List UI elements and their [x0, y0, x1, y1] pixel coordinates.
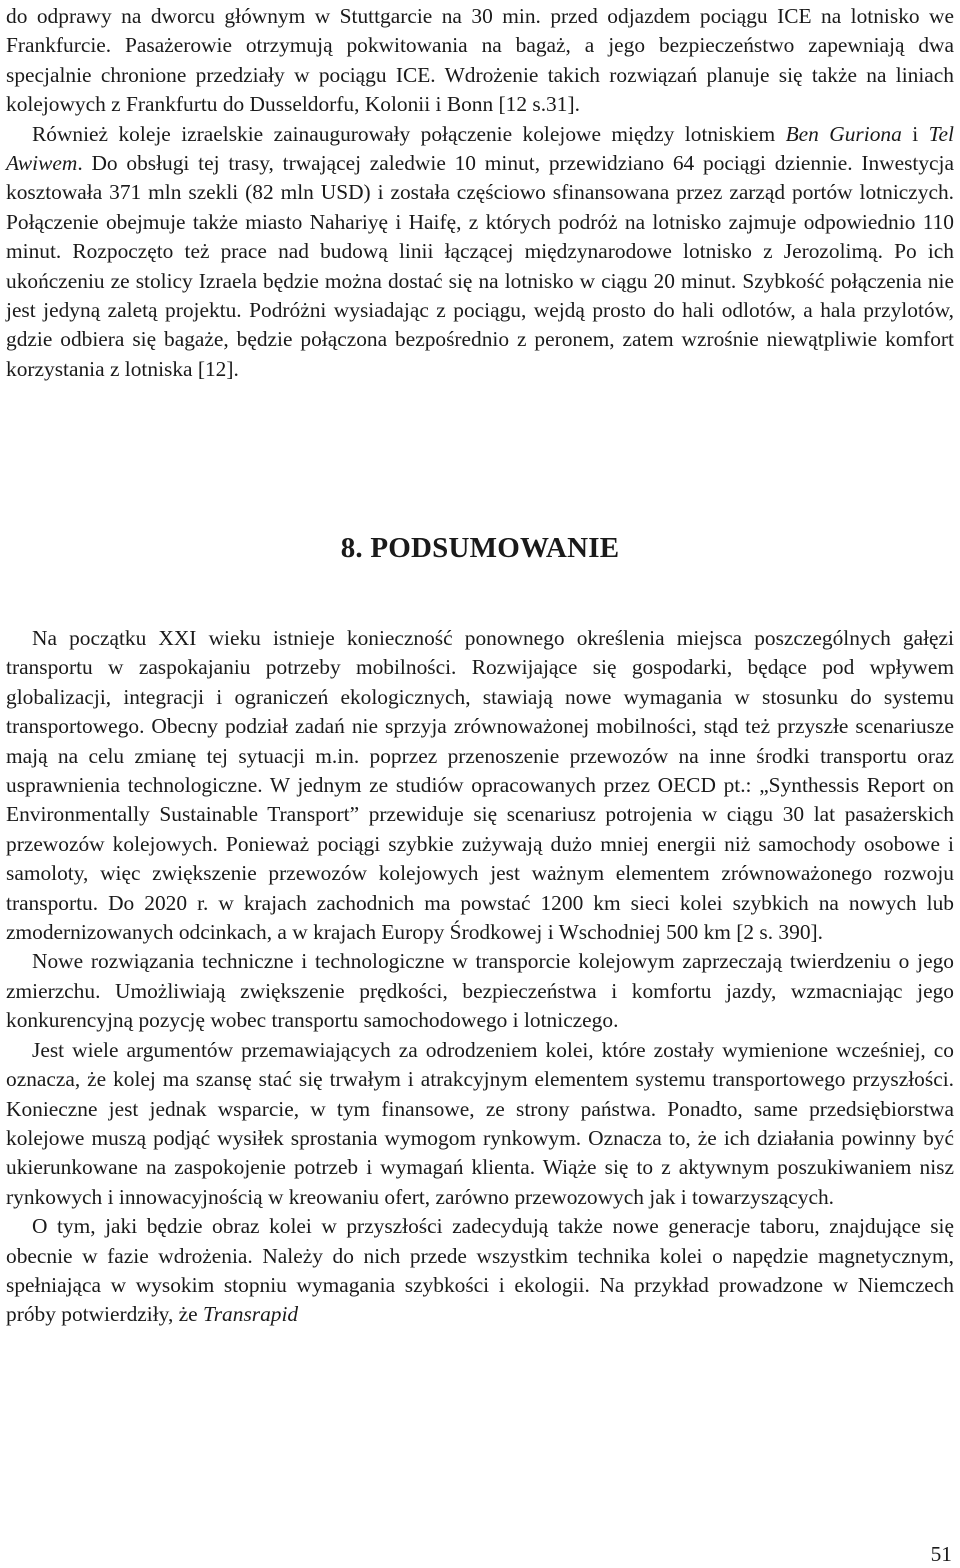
text-segment-italic: Tel Awiwem: [6, 121, 954, 176]
text-segment-italic: Ben Guriona: [785, 121, 902, 146]
text-segment: O tym, jaki będzie obraz kolei w przyszłości zadecydują także nowe generacje taboru, znajdujące się obecnie w fazie wdrożenia. Należy do nich przede wszystkim technika kolei o napędzie magnetycznym, spełniająca w wysokim stopniu wymagania szybkości i ekologii. Na przykład prowadzone w Niemczech próby potwierdziły, że: [6, 1214, 954, 1327]
section-summary: [6, 624, 954, 1330]
page-number: 51: [930, 1542, 952, 1566]
paragraph-summary-1: [6, 624, 954, 947]
paragraph-summary-4: [6, 1212, 954, 1330]
section-heading: 8. PODSUMOWANIE: [340, 532, 620, 564]
paragraph-israel-rail: [6, 120, 954, 385]
text-segment: i: [901, 121, 929, 146]
paragraph-continued-stuttgart: [6, 2, 954, 120]
text-segment: Na początku XXI wieku istnieje konieczność ponownego określenia miejsca poszczególnych gałęzi transportu w zaspokajaniu potrzeby mobilności. Rozwijające się gospodarki, będące pod wpływem globalizacji, integracji i ograniczeń ekologicznych, stawiają nowe wymagania w stosunku do systemu transportowego. Obecny podział zadań nie sprzyja zrównoważonej mobilności, stąd też przyszłe scenariusze mają na celu zmianę tej sytuacji m.in. poprzez przenoszenie przewozów na inne środki transportu oraz usprawnienia technologiczne. W jednym ze studiów opracowanych przez OECD pt.: „Synthessis Report on Environmentally Sustainable Transport” przewiduje się scenariusz potrojenia w ciągu 30 lat pasażerskich przewozów kolejowych. Ponieważ pociągi szybkie zużywają dużo mniej energii niż samochody osobowe i samoloty, więc zwiększenie przewozów kolejowych jest ważnym elementem zrównoważonego rozwoju transportu. Do 2020 r. w krajach zachodnich ma powstać 1200 km sieci kolei szybkich na nowych lub zmodernizowanych odcinkach, a w krajach Europy Środkowej i Wschodniej 500 km [2 s. 390].: [6, 626, 954, 945]
text-segment: . Do obsługi tej trasy, trwającej zaledwie 10 minut, przewidziano 64 pociągi dziennie. Inwestycja kosztowała 371 mln szekli (82 mln USD) i została częściowo sfinansowana przez zarząd portów lotniczych. Połączenie obejmuje także miasto Nahariyę i Haifę, z których podróż na lotnisko zajmuje odpowiednio 110 minut. Rozpoczęto też prace nad budową linii łączącej międzynarodowe lotnisko z Jerozolimą. Po ich ukończeniu ze stolicy Izraela będzie można dostać się na lotnisko w ciągu 20 minut. Szybkość połączenia nie jest jedyną zaletą projektu. Podróżni wysiadając z pociągu, wejdą prosto do hali odlotów, a hala przylotów, gdzie odbiera się bagaże, będzie połączona bezpośrednio z peronem, zatem wzrośnie niewątpliwie komfort korzystania z lotniska [12].: [6, 151, 954, 381]
text-segment: Również koleje izraelskie zainaugurowały połączenie kolejowe między lotniskiem: [32, 121, 786, 146]
text-segment: do odprawy na dworcu głównym w Stuttgarcie na 30 min. przed odjazdem pociągu ICE na lotnisko we Frankfurcie. Pasażerowie otrzymują pokwitowania na bagaż, a jego bezpieczeństwo zapewniają dwa specjalnie chronione przedziały w pociągu ICE. Wdrożenie takich rozwiązań planuje się także na liniach kolejowych z Frankfurtu do Dusseldorfu, Kolonii i Bonn [12 s.31].: [6, 4, 954, 117]
text-segment-italic: Transrapid: [203, 1302, 299, 1327]
text-segment: Jest wiele argumentów przemawiających za odrodzeniem kolei, które zostały wymienione wcześniej, co oznacza, że kolej ma szansę stać się trwałym i atrakcyjnym elementem systemu transportowego przyszłości. Konieczne jest jednak wsparcie, w tym finansowe, ze strony państwa. Ponadto, same przedsiębiorstwa kolejowe muszą podjąć wysiłek sprostania wymogom rynkowym. Oznacza to, że ich działania powinny być ukierunkowane na zaspokojenie potrzeb i wymagań klienta. Wiąże się to z aktywnym poszukiwaniem nisz rynkowych i innowacyjnością w kreowaniu ofert, zarówno przewozowych jak i towarzyszących.: [6, 1037, 954, 1209]
paragraph-summary-3: [6, 1036, 954, 1212]
paragraph-summary-2: [6, 947, 954, 1035]
page: [6, 2, 954, 1327]
text-segment: Nowe rozwiązania techniczne i technologiczne w transporcie kolejowym zaprzeczają twierdzeniu o jego zmierzchu. Umożliwiają zwiększenie prędkości, bezpieczeństwa i komfortu jazdy, wzmacniając jego konkurencyjną pozycję wobec transportu samochodowego i lotniczego.: [6, 949, 954, 1033]
